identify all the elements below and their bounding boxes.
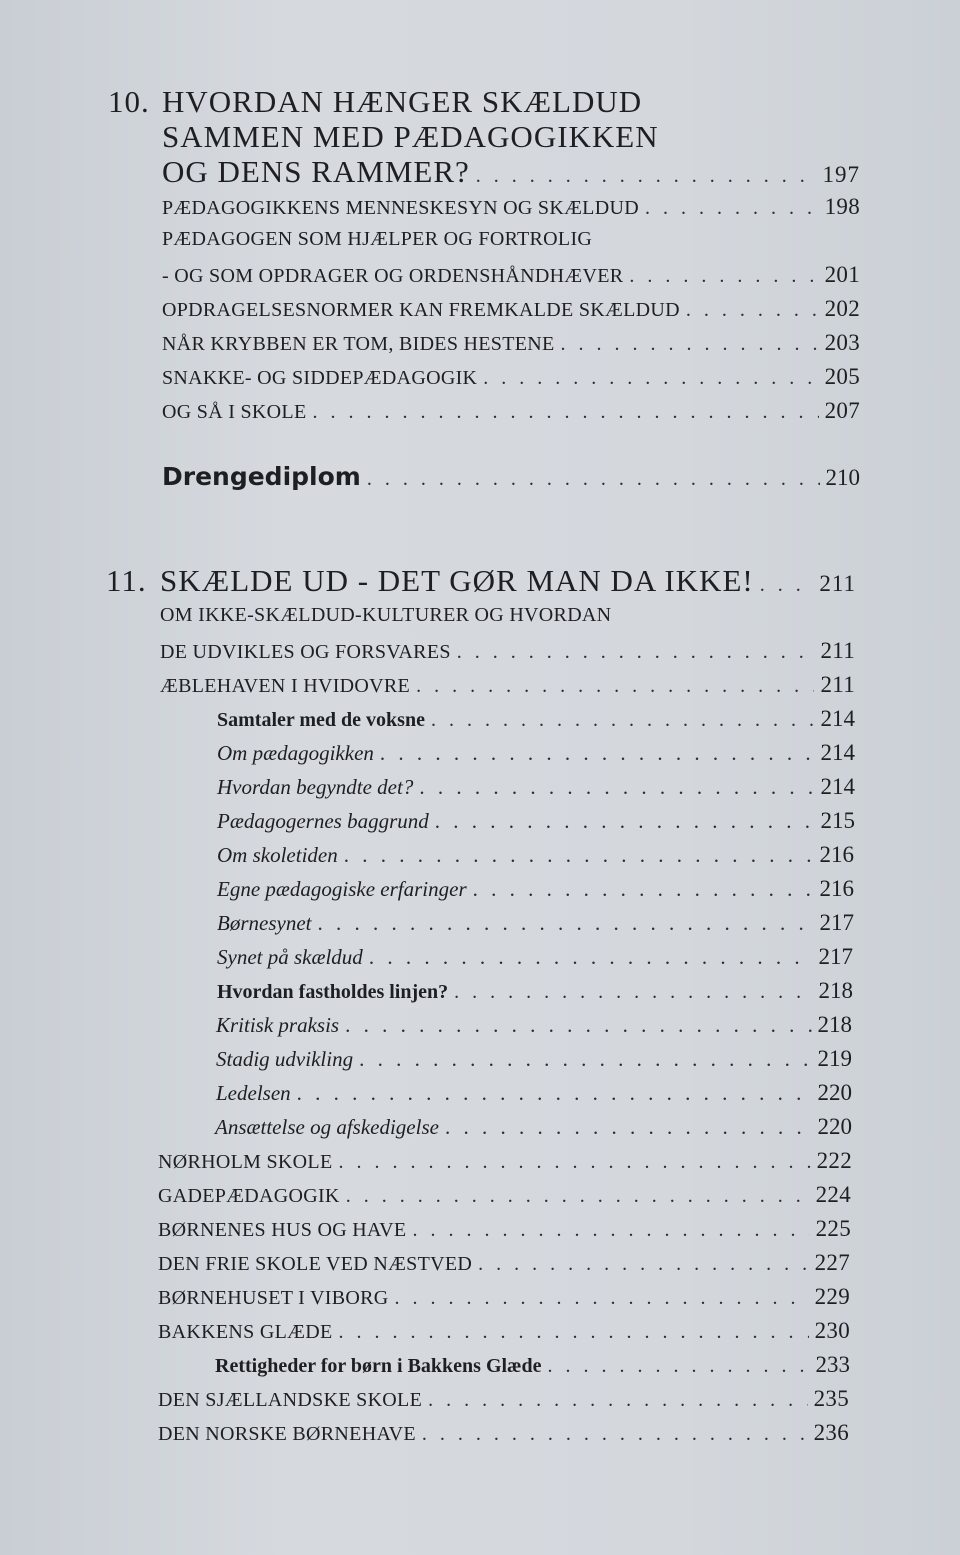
leader-dots xyxy=(380,741,815,766)
chapter-10-entry xyxy=(162,154,860,190)
entry-title: Drengediplom xyxy=(162,462,361,491)
entry-title: DEN SJÆLLANDSKE SKOLE xyxy=(158,1389,423,1411)
leader-dots xyxy=(412,1219,809,1242)
toc-entry xyxy=(160,672,855,698)
entry-title: NØRHOLM SKOLE xyxy=(158,1151,333,1173)
toc-entry xyxy=(217,944,853,970)
page-number: 214 xyxy=(820,706,855,731)
entry-title: Pædagogernes baggrund xyxy=(217,809,429,833)
toc-entry xyxy=(158,1250,850,1276)
page-number: 214 xyxy=(820,740,855,765)
entry-title: GADEPÆDAGOGIK xyxy=(158,1185,340,1207)
entry-title: Egne pædagogiske erfaringer xyxy=(217,877,467,901)
drengediplom-entry xyxy=(162,462,860,491)
leader-dots xyxy=(435,809,815,834)
leader-dots xyxy=(454,981,812,1004)
page-number: 210 xyxy=(825,465,860,490)
toc-entry xyxy=(217,706,855,732)
entry-title: DEN FRIE SKOLE VED NÆSTVED xyxy=(158,1253,473,1275)
leader-dots xyxy=(457,641,815,664)
leader-dots xyxy=(317,911,813,936)
entry-title: Om pædagogikken xyxy=(217,741,374,765)
chapter-11-number: 11. xyxy=(106,563,147,598)
entry-title: SNAKKE- OG SIDDEPÆDAGOGIK xyxy=(162,367,478,389)
page-number: 229 xyxy=(814,1284,850,1309)
page-number: 218 xyxy=(818,978,853,1003)
leader-dots xyxy=(367,468,820,491)
leader-dots xyxy=(428,1389,808,1412)
page-number: 216 xyxy=(819,842,854,867)
page-number: 227 xyxy=(814,1250,850,1275)
entry-title: OG SÅ I SKOLE xyxy=(162,401,307,423)
toc-entry xyxy=(217,842,854,868)
leader-dots xyxy=(431,709,815,732)
entry-title: PÆDAGOGEN SOM HJÆLPER OG FORTROLIG xyxy=(162,228,593,250)
page-number: 201 xyxy=(824,262,860,287)
page-number: 215 xyxy=(820,808,855,833)
toc-entry xyxy=(158,1386,849,1412)
entry-title: Om skoletiden xyxy=(217,843,338,867)
page-number: 224 xyxy=(815,1182,851,1207)
chapter-11-entry xyxy=(160,563,856,599)
entry-title: DEN NORSKE BØRNEHAVE xyxy=(158,1423,416,1445)
page-number: 220 xyxy=(817,1114,852,1139)
leader-dots xyxy=(369,945,813,970)
toc-entry xyxy=(162,330,860,356)
entry-title: Ansættelse og afskedigelse xyxy=(215,1115,439,1139)
page-number: 230 xyxy=(814,1318,850,1343)
entry-title: Børnesynet xyxy=(217,911,312,935)
leader-dots xyxy=(344,843,814,868)
leader-dots xyxy=(478,1253,808,1276)
entry-title: Synet på skældud xyxy=(217,945,363,969)
page-number: 197 xyxy=(822,162,860,187)
toc-entry xyxy=(158,1318,850,1344)
leader-dots xyxy=(473,877,814,902)
toc-entry xyxy=(162,194,860,220)
entry-title: ÆBLEHAVEN I HVIDOVRE xyxy=(160,675,411,697)
page-number: 211 xyxy=(820,638,855,663)
toc-entry xyxy=(217,774,855,800)
leader-dots xyxy=(629,265,818,288)
toc-entry xyxy=(162,398,860,424)
toc-entry xyxy=(217,910,854,936)
toc-entry xyxy=(217,978,853,1004)
page-number: 211 xyxy=(820,672,855,697)
entry-title: BØRNENES HUS OG HAVE xyxy=(158,1219,407,1241)
page-number: 218 xyxy=(817,1012,852,1037)
toc-entry xyxy=(158,1420,849,1446)
leader-dots xyxy=(445,1115,812,1140)
page-number: 217 xyxy=(818,944,853,969)
entry-title: Ledelsen xyxy=(216,1081,291,1105)
entry-title: Rettigheder for børn i Bakkens Glæde xyxy=(215,1355,542,1377)
page-number: 217 xyxy=(819,910,854,935)
chapter-10-title-line1: HVORDAN HÆNGER SKÆLDUD xyxy=(162,84,643,119)
entry-title: Hvordan fastholdes linjen? xyxy=(217,981,449,1003)
toc-entry xyxy=(217,740,855,766)
entry-title: PÆDAGOGIKKENS MENNESKESYN OG SKÆLDUD xyxy=(162,197,639,219)
toc-entry xyxy=(162,296,860,322)
chapter-10-title-line2: SAMMEN MED PÆDAGOGIKKEN xyxy=(162,119,659,154)
leader-dots xyxy=(645,197,819,220)
toc-entry xyxy=(216,1080,852,1106)
entry-title: BAKKENS GLÆDE xyxy=(158,1321,333,1343)
entry-title: DE UDVIKLES OG FORSVARES xyxy=(160,641,451,663)
page-number: 202 xyxy=(824,296,860,321)
entry-title: OPDRAGELSESNORMER KAN FREMKALDE SKÆLDUD xyxy=(162,299,680,321)
leader-dots xyxy=(312,401,818,424)
toc-entry xyxy=(217,808,855,834)
leader-dots xyxy=(338,1151,810,1174)
page-number: 216 xyxy=(819,876,854,901)
toc-entry xyxy=(217,876,854,902)
entry-title: Samtaler med de voksne xyxy=(217,709,425,731)
page-number: 211 xyxy=(819,571,856,596)
page-number: 225 xyxy=(815,1216,851,1241)
entry-title: NÅR KRYBBEN ER TOM, BIDES HESTENE xyxy=(162,333,555,355)
leader-dots xyxy=(338,1321,808,1344)
entry-title: - OG SOM OPDRAGER OG ORDENSHÅNDHÆVER xyxy=(162,265,624,287)
toc-entry xyxy=(216,1012,852,1038)
page-number: 235 xyxy=(813,1386,849,1411)
toc-entry xyxy=(215,1352,850,1378)
toc-entry xyxy=(158,1148,852,1174)
toc-entry xyxy=(160,638,855,664)
leader-dots xyxy=(476,165,817,188)
toc-entry xyxy=(162,262,860,288)
leader-dots xyxy=(419,775,814,800)
toc-entry xyxy=(158,1182,851,1208)
page-number: 203 xyxy=(824,330,860,355)
chapter-10-number: 10. xyxy=(108,84,150,119)
entry-title: BØRNEHUSET I VIBORG xyxy=(158,1287,389,1309)
entry-title: Hvordan begyndte det? xyxy=(217,775,414,799)
leader-dots xyxy=(346,1185,810,1208)
leader-dots xyxy=(483,367,818,390)
toc-entry xyxy=(215,1114,852,1140)
page-number: 222 xyxy=(816,1148,852,1173)
page-number: 236 xyxy=(813,1420,849,1445)
entry-title: OM IKKE-SKÆLDUD-KULTURER OG HVORDAN xyxy=(160,604,612,626)
toc-entry xyxy=(162,364,860,390)
leader-dots xyxy=(359,1047,811,1072)
page-number: 214 xyxy=(820,774,855,799)
leader-dots xyxy=(760,574,814,597)
leader-dots xyxy=(686,299,819,322)
toc-entry xyxy=(158,1216,851,1242)
leader-dots xyxy=(345,1013,811,1038)
page-number: 207 xyxy=(824,398,860,423)
leader-dots xyxy=(395,1287,809,1310)
page-number: 219 xyxy=(817,1046,852,1071)
leader-dots xyxy=(561,333,819,356)
page-number: 233 xyxy=(815,1352,850,1377)
chapter-11-title: SKÆLDE UD - DET GØR MAN DA IKKE! xyxy=(160,563,754,598)
page-number: 198 xyxy=(824,194,860,219)
toc-entry xyxy=(216,1046,852,1072)
toc-entry xyxy=(158,1284,850,1310)
leader-dots xyxy=(548,1355,810,1378)
leader-dots xyxy=(422,1423,808,1446)
entry-title: Stadig udvikling xyxy=(216,1047,354,1071)
page-number: 220 xyxy=(817,1080,852,1105)
leader-dots xyxy=(297,1081,812,1106)
leader-dots xyxy=(416,675,814,698)
chapter-10-title-line3: OG DENS RAMMER? xyxy=(162,154,470,189)
entry-title: Kritisk praksis xyxy=(216,1013,340,1037)
page-number: 205 xyxy=(824,364,860,389)
